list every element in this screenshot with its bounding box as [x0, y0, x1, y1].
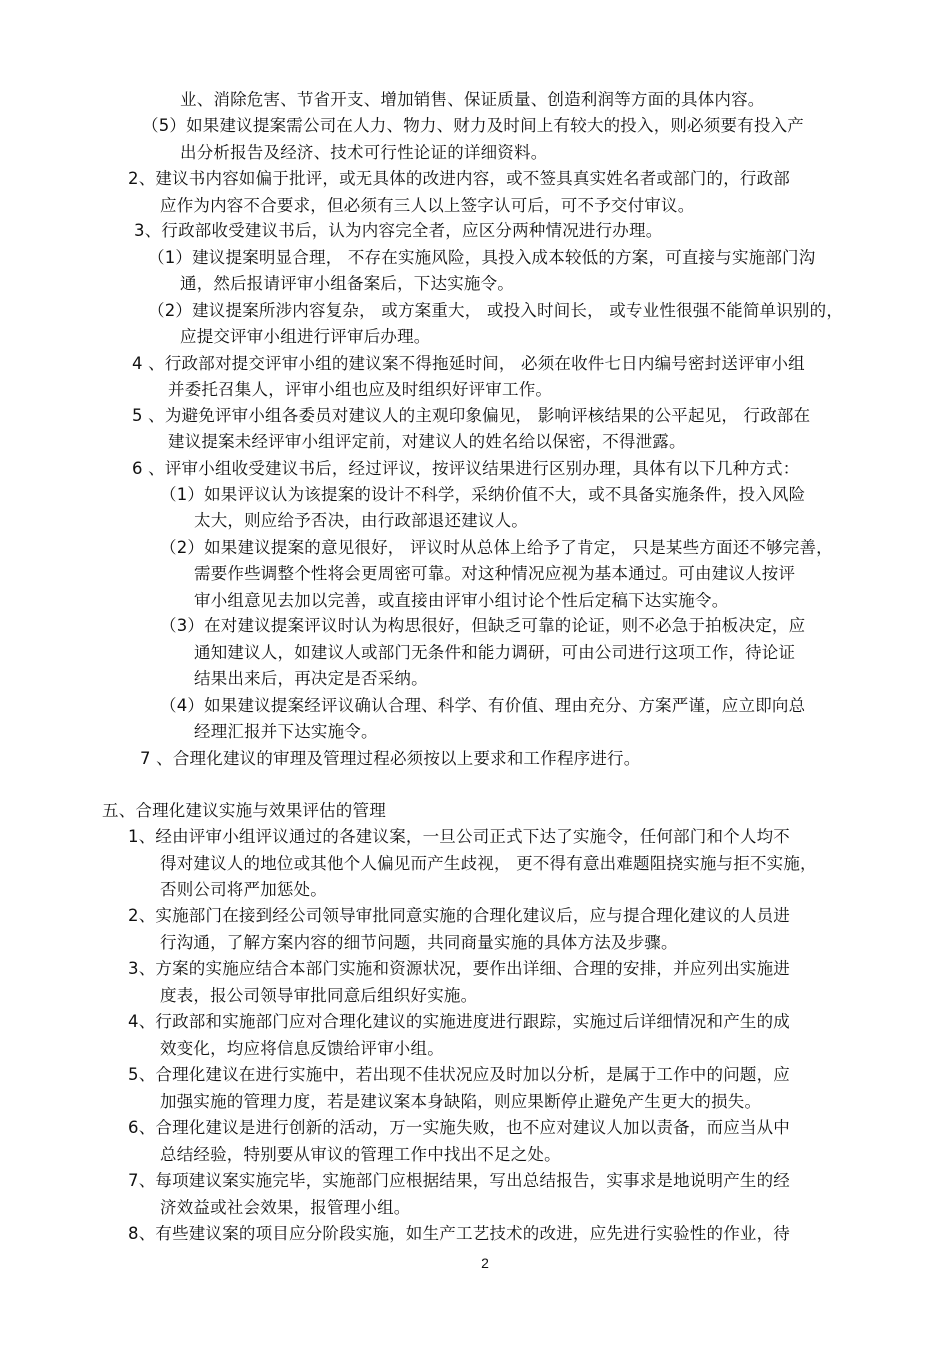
text-line: 应提交评审小组进行评审后办理。	[180, 327, 431, 347]
text-line: 3、行政部收受建议书后，认为内容完全者，应区分两种情况进行办理。	[134, 221, 663, 241]
text-line: 否则公司将严加惩处。	[160, 880, 327, 900]
text-line: （2）建议提案所涉内容复杂， 或方案重大， 或投入时间长， 或专业性很强不能简单识别的，	[148, 300, 844, 320]
text-line: （4）如果建议提案经评议确认合理、科学、有价值、理由充分、方案严谨，应立即向总	[160, 695, 806, 715]
text-line: 2、建议书内容如偏于批评，或无具体的改进内容，或不签具真实姓名者或部门的，行政部	[128, 169, 790, 189]
text-line: 行沟通，了解方案内容的细节问题，共同商量实施的具体方法及步骤。	[160, 932, 678, 952]
text-line: 结果出来后，再决定是否采纳。	[194, 669, 428, 689]
text-line: 4、行政部和实施部门应对合理化建议的实施进度进行跟踪，实施过后详细情况和产生的成	[128, 1012, 790, 1032]
text-line: 总结经验，特别要从审议的管理工作中找出不足之处。	[160, 1144, 561, 1164]
text-line: 得对建议人的地位或其他个人偏见而产生歧视， 更不得有意出难题阻挠实施与拒不实施，	[160, 853, 817, 873]
text-line: 7 、合理化建议的审理及管理过程必须按以上要求和工作程序进行。	[140, 748, 641, 768]
text-line: 8、有些建议案的项目应分阶段实施，如生产工艺技术的改进，应先进行实验性的作业，待	[128, 1224, 790, 1243]
text-line: 效变化，均应将信息反馈给评审小组。	[160, 1038, 444, 1058]
text-line: 4 、行政部对提交评审小组的建议案不得拖延时间， 必须在收件七日内编号密封送评审小组	[132, 353, 805, 373]
text-line: 经理汇报并下达实施令。	[194, 722, 378, 742]
text-line: 3、方案的实施应结合本部门实施和资源状况，要作出详细、合理的安排，并应列出实施进	[128, 959, 790, 979]
text-line: 6、合理化建议是进行创新的活动，万一实施失败，也不应对建议人加以责备，而应当从中	[128, 1118, 790, 1138]
text-line: 应作为内容不合要求，但必须有三人以上签字认可后，可不予交付审议。	[160, 195, 695, 215]
text-line: 太大，则应给予否决，由行政部退还建议人。	[194, 511, 528, 531]
text-line: （5）如果建议提案需公司在人力、物力、财力及时间上有较大的投入，则必须要有投入产	[142, 116, 804, 136]
text-line: 度表，报公司领导审批同意后组织好实施。	[160, 985, 478, 1005]
section-heading: 五、合理化建议实施与效果评估的管理	[102, 800, 386, 820]
text-line: 2、实施部门在接到经公司领导审批同意实施的合理化建议后，应与提合理化建议的人员进	[128, 906, 790, 926]
text-line: 并委托召集人，评审小组也应及时组织好评审工作。	[168, 380, 553, 400]
text-line: （1）建议提案明显合理， 不存在实施风险，具投入成本较低的方案，可直接与实施部门沟	[148, 247, 816, 267]
text-line: （1）如果评议认为该提案的设计不科学，采纳价值不大，或不具备实施条件，投入风险	[160, 485, 806, 504]
text-line: 1、经由评审小组评议通过的各建议案，一旦公司正式下达了实施令，任何部门和个人均不	[128, 827, 790, 847]
text-line: 济效益或社会效果，报管理小组。	[160, 1197, 411, 1217]
text-line: 加强实施的管理力度，若是建议案本身缺陷，则应果断停止避免产生更大的损失。	[160, 1091, 762, 1111]
text-line: 5 、为避免评审小组各委员对建议人的主观印象偏见， 影响评核结果的公平起见， 行政部在	[132, 405, 811, 425]
text-line: 5、合理化建议在进行实施中，若出现不佳状况应及时加以分析，是属于工作中的问题，应	[128, 1065, 790, 1085]
page-number: 2	[481, 1255, 489, 1271]
text-line: （2）如果建议提案的意见很好， 评议时从总体上给予了肯定， 只是某些方面还不够完善，	[160, 537, 833, 557]
text-line: （3）在对建议提案评议时认为构思很好，但缺乏可靠的论证，则不必急于拍板决定，应	[160, 616, 806, 636]
text-line: 通知建议人，如建议人或部门无条件和能力调研，可由公司进行这项工作，待论证	[194, 642, 796, 662]
text-line: 建议提案未经评审小组评定前，对建议人的姓名给以保密，不得泄露。	[168, 432, 686, 452]
text-line: 审小组意见去加以完善，或直接由评审小组讨论个性后定稿下达实施令。	[194, 590, 729, 610]
text-line: 6 、评审小组收受建议书后，经过评议，按评议结果进行区别办理，具体有以下几种方式：	[132, 458, 800, 478]
text-line: 出分析报告及经济、技术可行性论证的详细资料。	[180, 142, 548, 162]
text-line: 业、消除危害、节省开支、增加销售、保证质量、创造利润等方面的具体内容。	[180, 90, 765, 109]
text-line: 通，然后报请评审小组备案后，下达实施令。	[180, 274, 514, 294]
text-line: 需要作些调整个性将会更周密可靠。对这种情况应视为基本通过。可由建议人按评	[194, 564, 796, 584]
text-line: 7、每项建议案实施完毕，实施部门应根据结果，写出总结报告，实事求是地说明产生的经	[128, 1171, 790, 1191]
